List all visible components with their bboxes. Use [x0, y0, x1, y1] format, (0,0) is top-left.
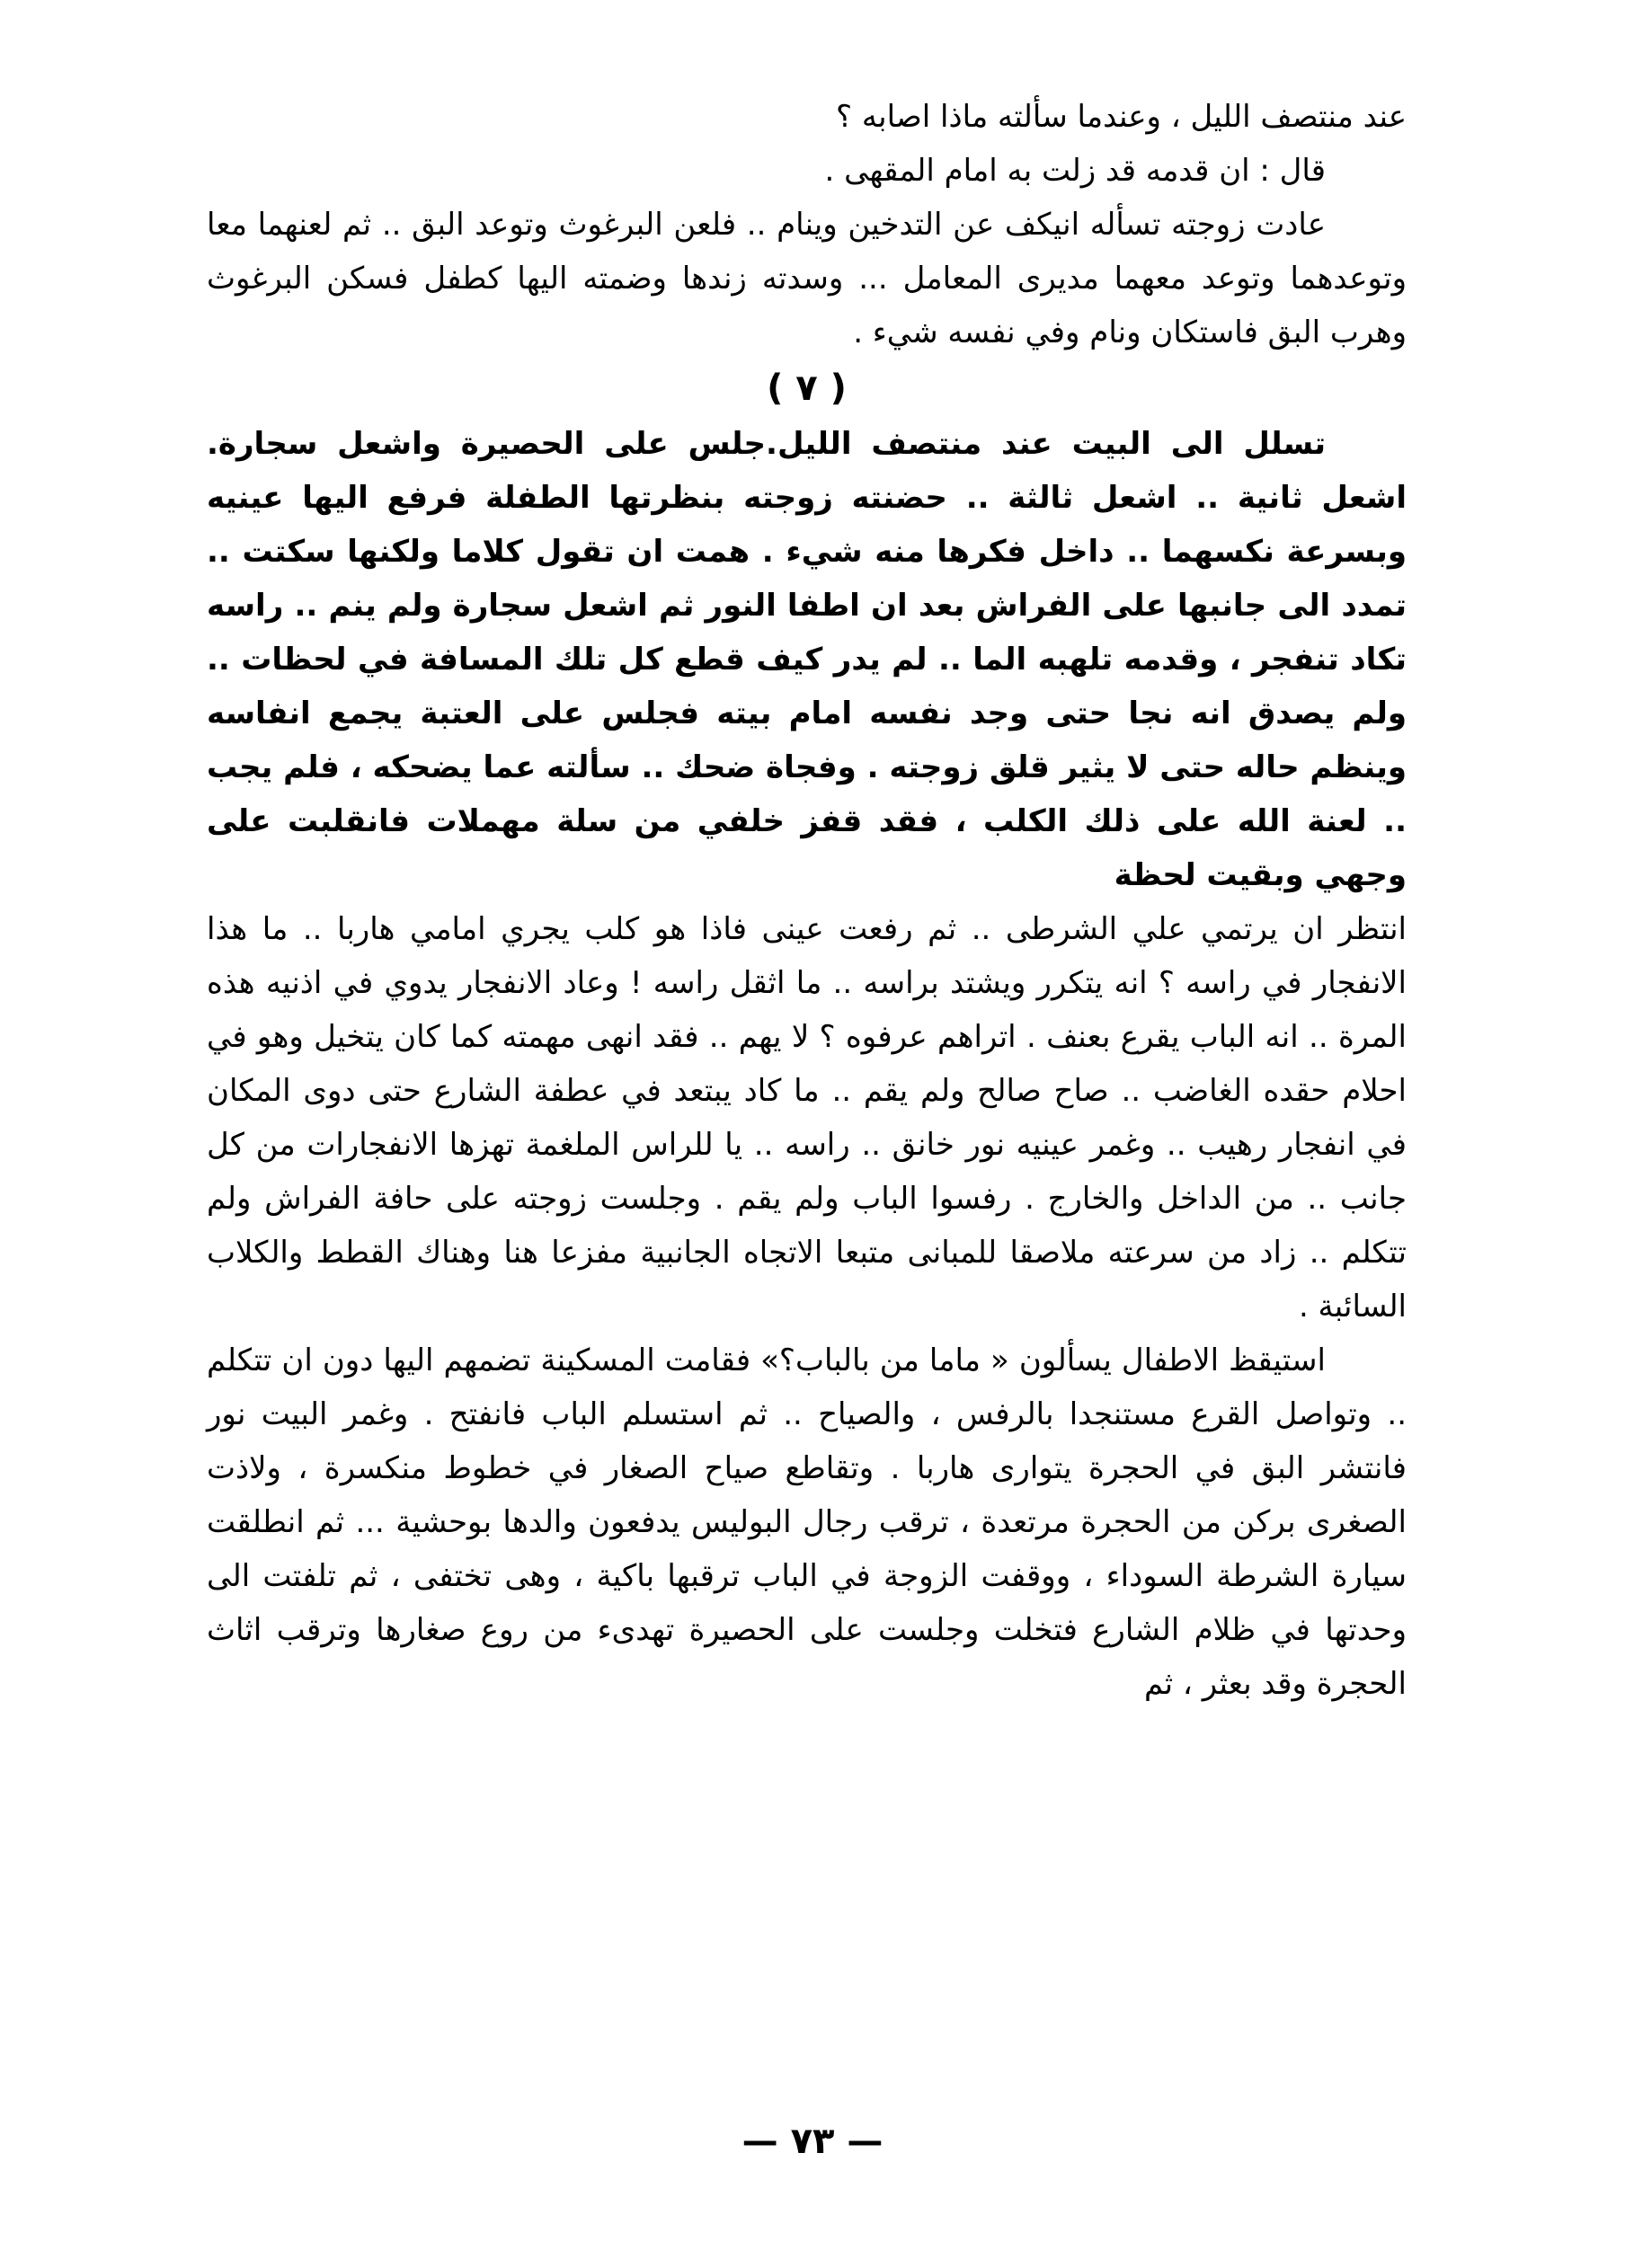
page-body — [207, 90, 1407, 1711]
paragraph-3: استيقظ الاطفال يسألون « ماما من بالباب؟» فقامت المسكينة تضمهم اليها دون ان تتكلم .. وتواصل القرع مستنجدا بالرفس ، والصياح .. ثم استسلم الباب فانفتح . وغمر البيت نور فانتشر البق في الحجرة يتوارى هاربا . وتقاطع صياح الصغار في خطوط منكسرة ، ولاذت الصغرى بركن من الحجرة مرتعدة ، ترقب رجال البوليس يدفعون والدها بوحشية ... ثم انطلقت سيارة الشرطة السوداء ، ووقفت الزوجة في الباب ترقبها باكية ، وهى تختفى ، ثم تلفتت الى وحدتها في ظلام الشارع فتخلت وجلست على الحصيرة تهدىء من روع صغارها وترقب اثاث الحجرة وقد بعثر ، ثم — [207, 1342, 1407, 1702]
opening-line-2: قال : ان قدمه قد زلت به امام المقهى . — [824, 153, 1326, 189]
section-number: ( ٧ ) — [767, 368, 847, 409]
opening-line-1: عند منتصف الليل ، وعندما سألته ماذا اصابه ؟ — [836, 99, 1407, 135]
paragraph-1: عادت زوجته تسأله انيكف عن التدخين وينام .. فلعن البرغوث وتوعد البق .. ثم لعنهما معا وتوعدهما وتوعد معهما مديرى المعامل ... وسدته زندها وضمته اليها كطفل فسكن البرغوث وهرب البق فاستكان ونام وفي نفسه شيء . — [207, 207, 1407, 350]
paragraph-2: انتظر ان يرتمي علي الشرطى .. ثم رفعت عينى فاذا هو كلب يجري امامي هاربا .. ما هذا الانفجار في راسه ؟ انه يتكرر ويشتد براسه .. ما اثقل راسه ! وعاد الانفجار يدوي في اذنيه هذه المرة .. انه الباب يقرع بعنف . اتراهم عرفوه ؟ لا يهم .. فقد انهى مهمته كما كان يتخيل وهو في احلام حقده الغاضب .. صاح صالح ولم يقم .. ما كاد يبتعد في عطفة الشارع حتى دوى المكان في انفجار رهيب .. وغمر عينيه نور خانق .. راسه .. يا للراس الملغمة تهزها الانفجارات من كل جانب .. من الداخل والخارج . رفسوا الباب ولم يقم . وجلست زوجته على حافة الفراش ولم تتكلم .. زاد من سرعته ملاصقا للمبانى متبعا الاتجاه الجانبية مفزعا هنا وهناك القطط والكلاب السائبة . — [207, 911, 1407, 1324]
page-number: — ٧٣ — — [741, 2121, 884, 2162]
bold-paragraph: تسلل الى البيت عند منتصف الليل.جلس على الحصيرة واشعل سجارة. اشعل ثانية .. اشعل ثالثة .. حضنته زوجته بنظرتها الطفلة فرفع اليها عينيه وبسرعة نكسهما .. داخل فكرها منه شيء . همت ان تقول كلاما ولكنها سكتت .. تمدد الى جانبها على الفراش بعد ان اطفا النور ثم اشعل سجارة ولم ينم .. راسه تكاد تنفجر ، وقدمه تلهبه الما .. لم يدر كيف قطع كل تلك المسافة في لحظات .. ولم يصدق انه نجا حتى وجد نفسه امام بيته فجلس على العتبة يجمع انفاسه وينظم حاله حتى لا يثير قلق زوجته . وفجاة ضحك .. سألته عما يضحكه ، فلم يجب .. لعنة الله على ذلك الكلب ، فقد قفز خلفي من سلة مهملات فانقلبت على وجهي وبقيت لحظة — [207, 426, 1407, 893]
